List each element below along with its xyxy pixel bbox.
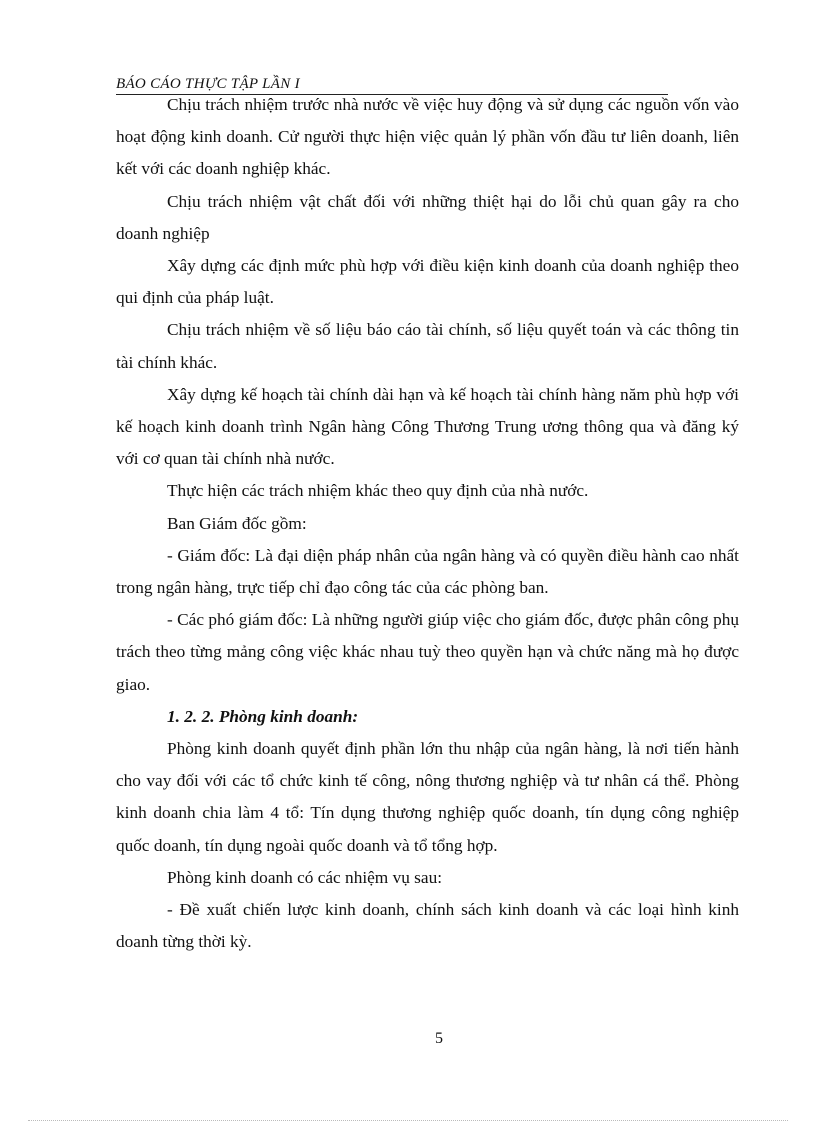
paragraph: Xây dựng kế hoạch tài chính dài hạn và kế hoạch tài chính hàng năm phù hợp với kế hoạch kinh doanh trình Ngân hàng Công Thương Trung ương thông qua và đăng ký với cơ quan tài chính nhà nước.: [116, 384, 739, 469]
page-number: 5: [435, 1030, 443, 1047]
paragraph: Ban Giám đốc gồm:: [167, 513, 307, 533]
paragraph: Chịu trách nhiệm vật chất đối với những thiệt hại do lỗi chủ quan gây ra cho doanh nghiệp: [116, 191, 739, 243]
document-body: [116, 89, 739, 958]
paragraph: - Các phó giám đốc: Là những người giúp việc cho giám đốc, được phân công phụ trách theo từng mảng công việc khác nhau tuỳ theo quyền hạn và chức năng mà họ được giao.: [116, 610, 739, 694]
paragraph: - Giám đốc: Là đại diện pháp nhân của ngân hàng và có quyền điều hành cao nhất trong ngân hàng, trực tiếp chỉ đạo công tác của các phòng ban.: [116, 545, 739, 598]
report-header: BÁO CÁO THỰC TẬP LẦN I: [116, 74, 668, 95]
paragraph: Chịu trách nhiệm về số liệu báo cáo tài chính, số liệu quyết toán và các thông tin tài chính khác.: [116, 320, 739, 372]
section-heading: 1. 2. 2. Phòng kinh doanh:: [167, 706, 359, 726]
paragraph: Xây dựng các định mức phù hợp với điều kiện kinh doanh của doanh nghiệp theo qui định của pháp luật.: [116, 256, 739, 308]
paragraph: Phòng kinh doanh quyết định phần lớn thu nhập của ngân hàng, là nơi tiến hành cho vay đối với các tổ chức kinh tế công, nông thương nghiệp và tư nhân cá thể. Phòng kinh doanh chia làm 4 tổ: Tín dụng thương nghiệp quốc doanh, tín dụng công nghiệp quốc doanh, tín dụng ngoài quốc doanh và tổ tổng hợp.: [116, 739, 739, 855]
paragraph: Thực hiện các trách nhiệm khác theo quy định của nhà nước.: [167, 481, 589, 501]
paragraph: - Đề xuất chiến lược kinh doanh, chính sách kinh doanh và các loại hình kinh doanh từng thời kỳ.: [116, 900, 739, 952]
page-bottom-border: [28, 1120, 788, 1121]
paragraph: Phòng kinh doanh có các nhiệm vụ sau:: [167, 867, 443, 887]
paragraph: Chịu trách nhiệm trước nhà nước về việc huy động và sử dụng các nguồn vốn vào hoạt động kinh doanh. Cử người thực hiện việc quản lý phần vốn đầu tư liên doanh, liên kết với các doanh nghiệp khác.: [116, 95, 739, 179]
